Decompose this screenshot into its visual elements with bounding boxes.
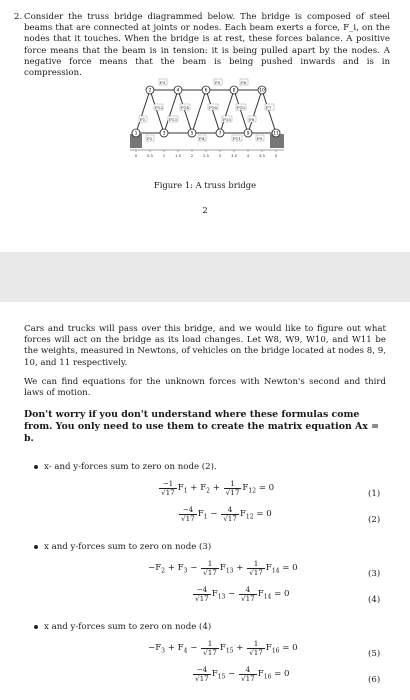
axis-tick-label: 0 bbox=[134, 153, 138, 158]
truss-bridge-figure bbox=[120, 78, 290, 173]
equation-2: $\frac{-4}{√17}$ $F_1$ − $\frac{4}{√17}$ $F_{12} = 0$ bbox=[181, 505, 272, 523]
equation-number: (2) bbox=[368, 515, 381, 525]
svg-text:10: 10 bbox=[259, 88, 265, 94]
equation-1: $\frac{-1}{√17}$ $F_1 + F_2$ + $\frac{1}{√17}$ $F_{12} = 0$ bbox=[161, 479, 275, 497]
svg-text:9: 9 bbox=[246, 131, 250, 137]
axis-tick-label: 0.5 bbox=[146, 153, 154, 158]
paragraph-loads: Cars and trucks will pass over this bridge, and we would like to figure out what forces will act on the bridge as its load changes. Let W8, W9, W10, and W11 be the weights, measured in Newtons, of vehicles on the bridge located at nodes 8, 9, 10, and 11 respectively. bbox=[24, 324, 386, 368]
axis-tick-label: 2.5 bbox=[202, 153, 210, 158]
bold-note: Don't worry if you don't understand where these formulas come from. You only need to use them to create the matrix equation Ax = b. bbox=[24, 409, 380, 444]
axis-ticks bbox=[135, 150, 278, 158]
axis-tick-label: 4 bbox=[246, 153, 250, 158]
bullet-dot-icon bbox=[34, 545, 38, 549]
axis-tick-label: 1 bbox=[162, 153, 166, 158]
beam-label: F3 bbox=[160, 80, 166, 85]
svg-text:3: 3 bbox=[162, 131, 166, 137]
page-sheet-2 bbox=[0, 302, 410, 700]
page-sheet-1 bbox=[0, 0, 410, 252]
beam-label: F15 bbox=[223, 117, 231, 122]
beam-label: F16 bbox=[209, 105, 217, 110]
bullet-dot-icon bbox=[34, 625, 38, 629]
axis-tick-label: 2 bbox=[190, 153, 194, 158]
beam-label: F14 bbox=[181, 105, 189, 110]
beam-label: F4 bbox=[199, 136, 205, 141]
svg-text:1: 1 bbox=[134, 131, 138, 137]
equation-number: (1) bbox=[368, 489, 381, 499]
beam-label: F11 bbox=[233, 136, 241, 141]
beam-label: F12 bbox=[155, 105, 163, 110]
equation-number: (4) bbox=[368, 595, 381, 605]
beam-label: F13 bbox=[169, 117, 177, 122]
axis-tick-label: 3 bbox=[218, 153, 222, 158]
beam-label: F1 bbox=[140, 117, 146, 122]
beam-label: F2 bbox=[147, 136, 153, 141]
svg-text:4: 4 bbox=[176, 88, 180, 94]
beam-label: F8 bbox=[249, 117, 255, 122]
svg-text:5: 5 bbox=[190, 131, 194, 137]
bullet-dot-icon bbox=[34, 465, 38, 469]
equation-5: $-F_3 + F_4$ − $\frac{1}{√17}$ $F_{15}$ + $\frac{1}{√17}$ $F_{16} = 0$ bbox=[148, 639, 298, 657]
svg-text:2: 2 bbox=[148, 88, 152, 94]
truss-diagonals bbox=[136, 90, 276, 133]
axis-tick-label: 4.5 bbox=[258, 153, 266, 158]
problem-text: Consider the truss bridge diagrammed below. The bridge is composed of steel beams that are connected at joints or nodes. Each beam exerts a force, F_i, on the nodes that it touches. When the bridge is at rest, these forces balance. A positive force means that the beam is in tension: it is being pulled apart by the nodes. A negative force means that the beam is being pushed inwards and is in compression. bbox=[24, 12, 390, 79]
bullet-node-2: x- and y-forces sum to zero on node (2). bbox=[34, 462, 217, 473]
svg-text:8: 8 bbox=[232, 88, 236, 94]
equation-number: (3) bbox=[368, 569, 381, 579]
beam-label: F5 bbox=[215, 80, 221, 85]
beam-label: F9 bbox=[257, 136, 263, 141]
problem-statement bbox=[14, 12, 390, 79]
equation-3: $-F_2 + F_3$ − $\frac{1}{√17}$ $F_{13}$ + $\frac{1}{√17}$ $F_{14} = 0$ bbox=[148, 559, 298, 577]
page-number: 2 bbox=[202, 205, 208, 215]
beam-label: F6 bbox=[241, 80, 247, 85]
equation-number: (5) bbox=[368, 649, 381, 659]
equation-6: $\frac{-4}{√17}$ $F_{15}$ − $\frac{4}{√17}$ $F_{16} = 0$ bbox=[195, 665, 290, 683]
svg-text:7: 7 bbox=[218, 131, 222, 137]
problem-number: 2. bbox=[14, 12, 23, 22]
figure-caption: Figure 1: A truss bridge bbox=[153, 180, 257, 190]
beam-label: F7 bbox=[266, 105, 272, 110]
paragraph-newton: We can find equations for the unknown forces with Newton's second and third laws of motion. bbox=[24, 377, 386, 399]
beam-label: F10 bbox=[237, 105, 245, 110]
axis-tick-label: 3.5 bbox=[230, 153, 238, 158]
axis-tick-label: 1.5 bbox=[174, 153, 182, 158]
svg-text:6: 6 bbox=[204, 88, 208, 94]
svg-text:11: 11 bbox=[273, 131, 279, 137]
bullet-node-3: x and y-forces sum to zero on node (3) bbox=[34, 542, 211, 553]
equation-4: $\frac{-4}{√17}$ $F_{13}$ − $\frac{4}{√17}$ $F_{14} = 0$ bbox=[195, 585, 290, 603]
axis-tick-label: 5 bbox=[274, 153, 278, 158]
bullet-node-4: x and y-forces sum to zero on node (4) bbox=[34, 622, 211, 633]
page-gap bbox=[0, 252, 410, 302]
equation-number: (6) bbox=[368, 675, 381, 685]
